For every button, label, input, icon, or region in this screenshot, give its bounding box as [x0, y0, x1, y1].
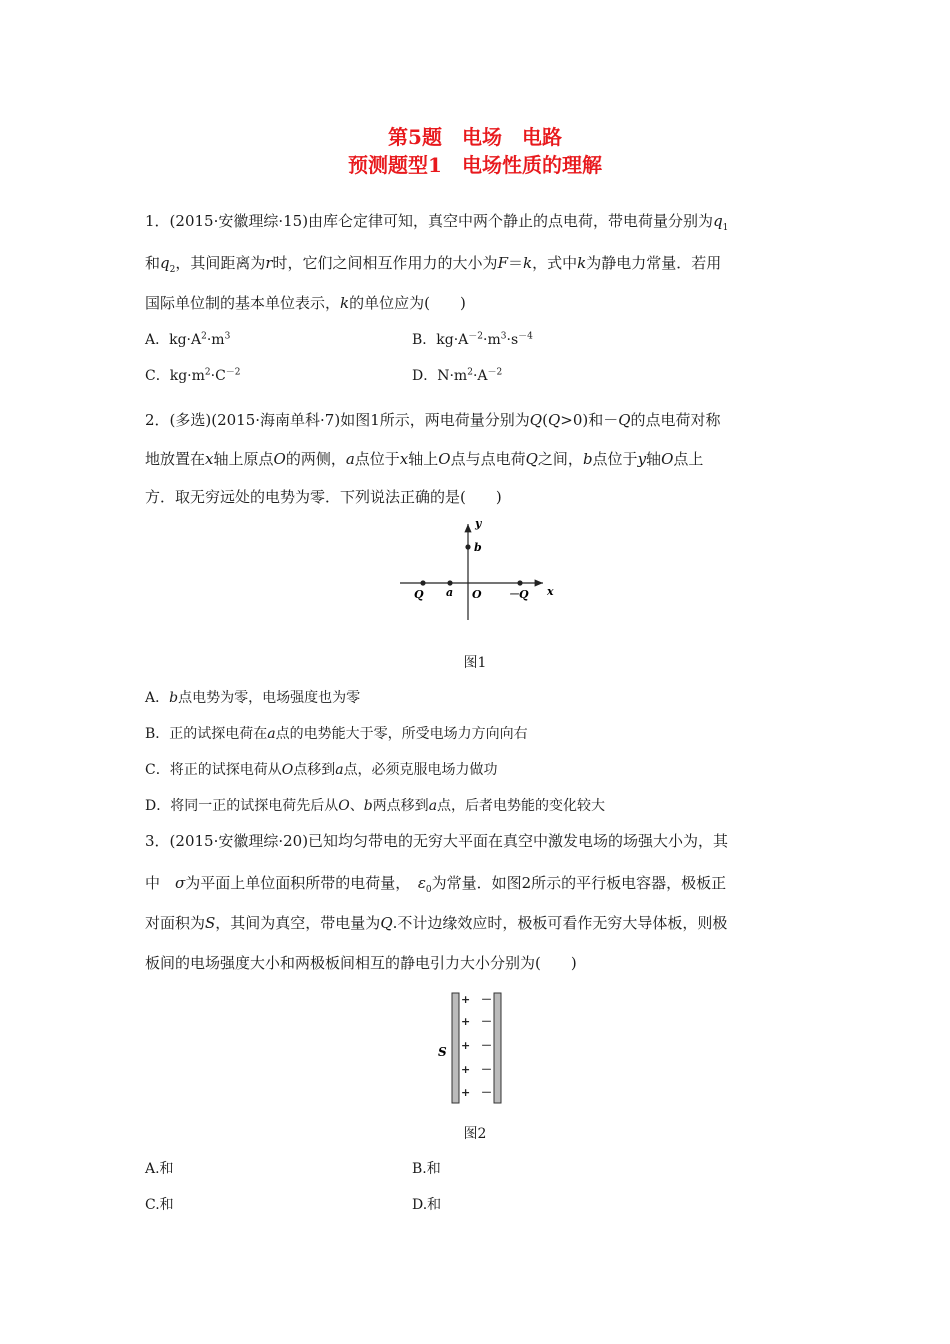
- figure-2-caption: 图2: [463, 1126, 487, 1142]
- q1-sub-1: 1: [722, 223, 729, 233]
- page-subtitle: 预测题型1 电场性质的理解: [348, 153, 602, 177]
- q1-line-1: [145, 210, 728, 232]
- figure-2: [435, 990, 515, 1108]
- q3-line-3: 对面积为S，其间为真空，带电量为Q.不计边缘效应时，极板可看作无穷大导体板，则极: [145, 914, 728, 932]
- plus-sign: +: [461, 1063, 471, 1076]
- q2-line-3: 方．取无穷远处的电势为零．下列说法正确的是( ): [145, 488, 502, 506]
- q1-option-c[interactable]: C．$kg\cdot m^2\cdot C^{-2}$: [145, 367, 241, 384]
- q3-option-d[interactable]: D.和: [412, 1197, 442, 1213]
- charge-negQ: [517, 580, 522, 585]
- q3-option-b[interactable]: B.和: [412, 1161, 441, 1177]
- q1-line-3: 国际单位制的基本单位表示，k的单位应为( ): [145, 294, 466, 312]
- y-label: y: [475, 517, 482, 530]
- minus-sign: －: [481, 993, 492, 1006]
- Q-label: Q: [414, 588, 424, 601]
- minus-sign: －: [481, 1086, 492, 1099]
- right-plate: [494, 993, 501, 1103]
- q2-option-b[interactable]: B．正的试探电荷在a点的电势能大于零，所受电场力方向向右: [145, 726, 528, 742]
- q2-line-1: 2．(多选)(2015·海南单科·7)如图1所示，两电荷量分别为Q(Q>0)和－Q的点电荷对称: [145, 411, 721, 429]
- left-plate: [452, 993, 459, 1103]
- O-label: O: [472, 588, 482, 601]
- q3-line-4: 板间的电场强度大小和两极板间相互的静电引力大小分别为( ): [145, 954, 577, 972]
- q1-line-2: 和$q_2$，其间距离为r时，它们之间相互作用力的大小为F＝k，式中k为静电力常量．若用: [145, 254, 722, 275]
- negQ-label: －Q: [508, 588, 529, 601]
- point-b: [465, 544, 470, 549]
- q1-option-a[interactable]: A．$kg\cdot A^2\cdot m^3$: [145, 331, 231, 348]
- q2-option-d[interactable]: D．将同一正的试探电荷先后从O、b两点移到a点，后者电势能的变化较大: [145, 798, 606, 814]
- q1-option-d[interactable]: D．$N\cdot m^2\cdot A^{-2}$: [412, 367, 503, 384]
- a-label: a: [446, 586, 454, 599]
- minus-sign: －: [481, 1063, 492, 1076]
- minus-sign: －: [481, 1015, 492, 1028]
- point-a: [447, 580, 452, 585]
- q3-line-1: 3．(2015·安徽理综·20)已知均匀带电的无穷大平面在真空中激发电场的场强大小为，其: [145, 832, 729, 850]
- plus-sign: +: [461, 993, 471, 1006]
- q1-option-b[interactable]: B．$kg\cdot A^{-2}\cdot m^3\cdot s^{-4}$: [412, 331, 533, 348]
- plus-sign: +: [461, 1039, 471, 1052]
- figure-1-caption: 图1: [463, 655, 487, 671]
- figure-1: [395, 516, 565, 631]
- minus-sign: －: [481, 1039, 492, 1052]
- q1-text-1: 1．(2015·安徽理综·15)由库仑定律可知，真空中两个静止的点电荷，带电荷量分别为: [145, 212, 714, 230]
- q2-option-a[interactable]: A．b点电势为零，电场强度也为零: [145, 690, 361, 706]
- b-label: b: [474, 541, 482, 554]
- q2-line-2: 地放置在x轴上原点O的两侧，a点位于x轴上O点与点电荷Q之间，b点位于y轴O点上: [145, 450, 704, 468]
- x-label: x: [547, 585, 554, 598]
- S-label: S: [438, 1045, 447, 1059]
- page-title: 第5题 电场 电路: [388, 125, 562, 149]
- q3-option-a[interactable]: A.和: [145, 1161, 174, 1177]
- q1-var-q1: q: [713, 212, 723, 230]
- q3-option-c[interactable]: C.和: [145, 1197, 174, 1213]
- q3-line-2: 中 σ为平面上单位面积所带的电荷量， $\varepsilon_0$为常量．如图2所示的平行板电容器，极板正: [145, 874, 727, 895]
- plus-sign: +: [461, 1015, 471, 1028]
- q2-option-c[interactable]: C．将正的试探电荷从O点移到a点，必须克服电场力做功: [145, 762, 498, 778]
- plus-sign: +: [461, 1086, 471, 1099]
- charge-Q: [420, 580, 425, 585]
